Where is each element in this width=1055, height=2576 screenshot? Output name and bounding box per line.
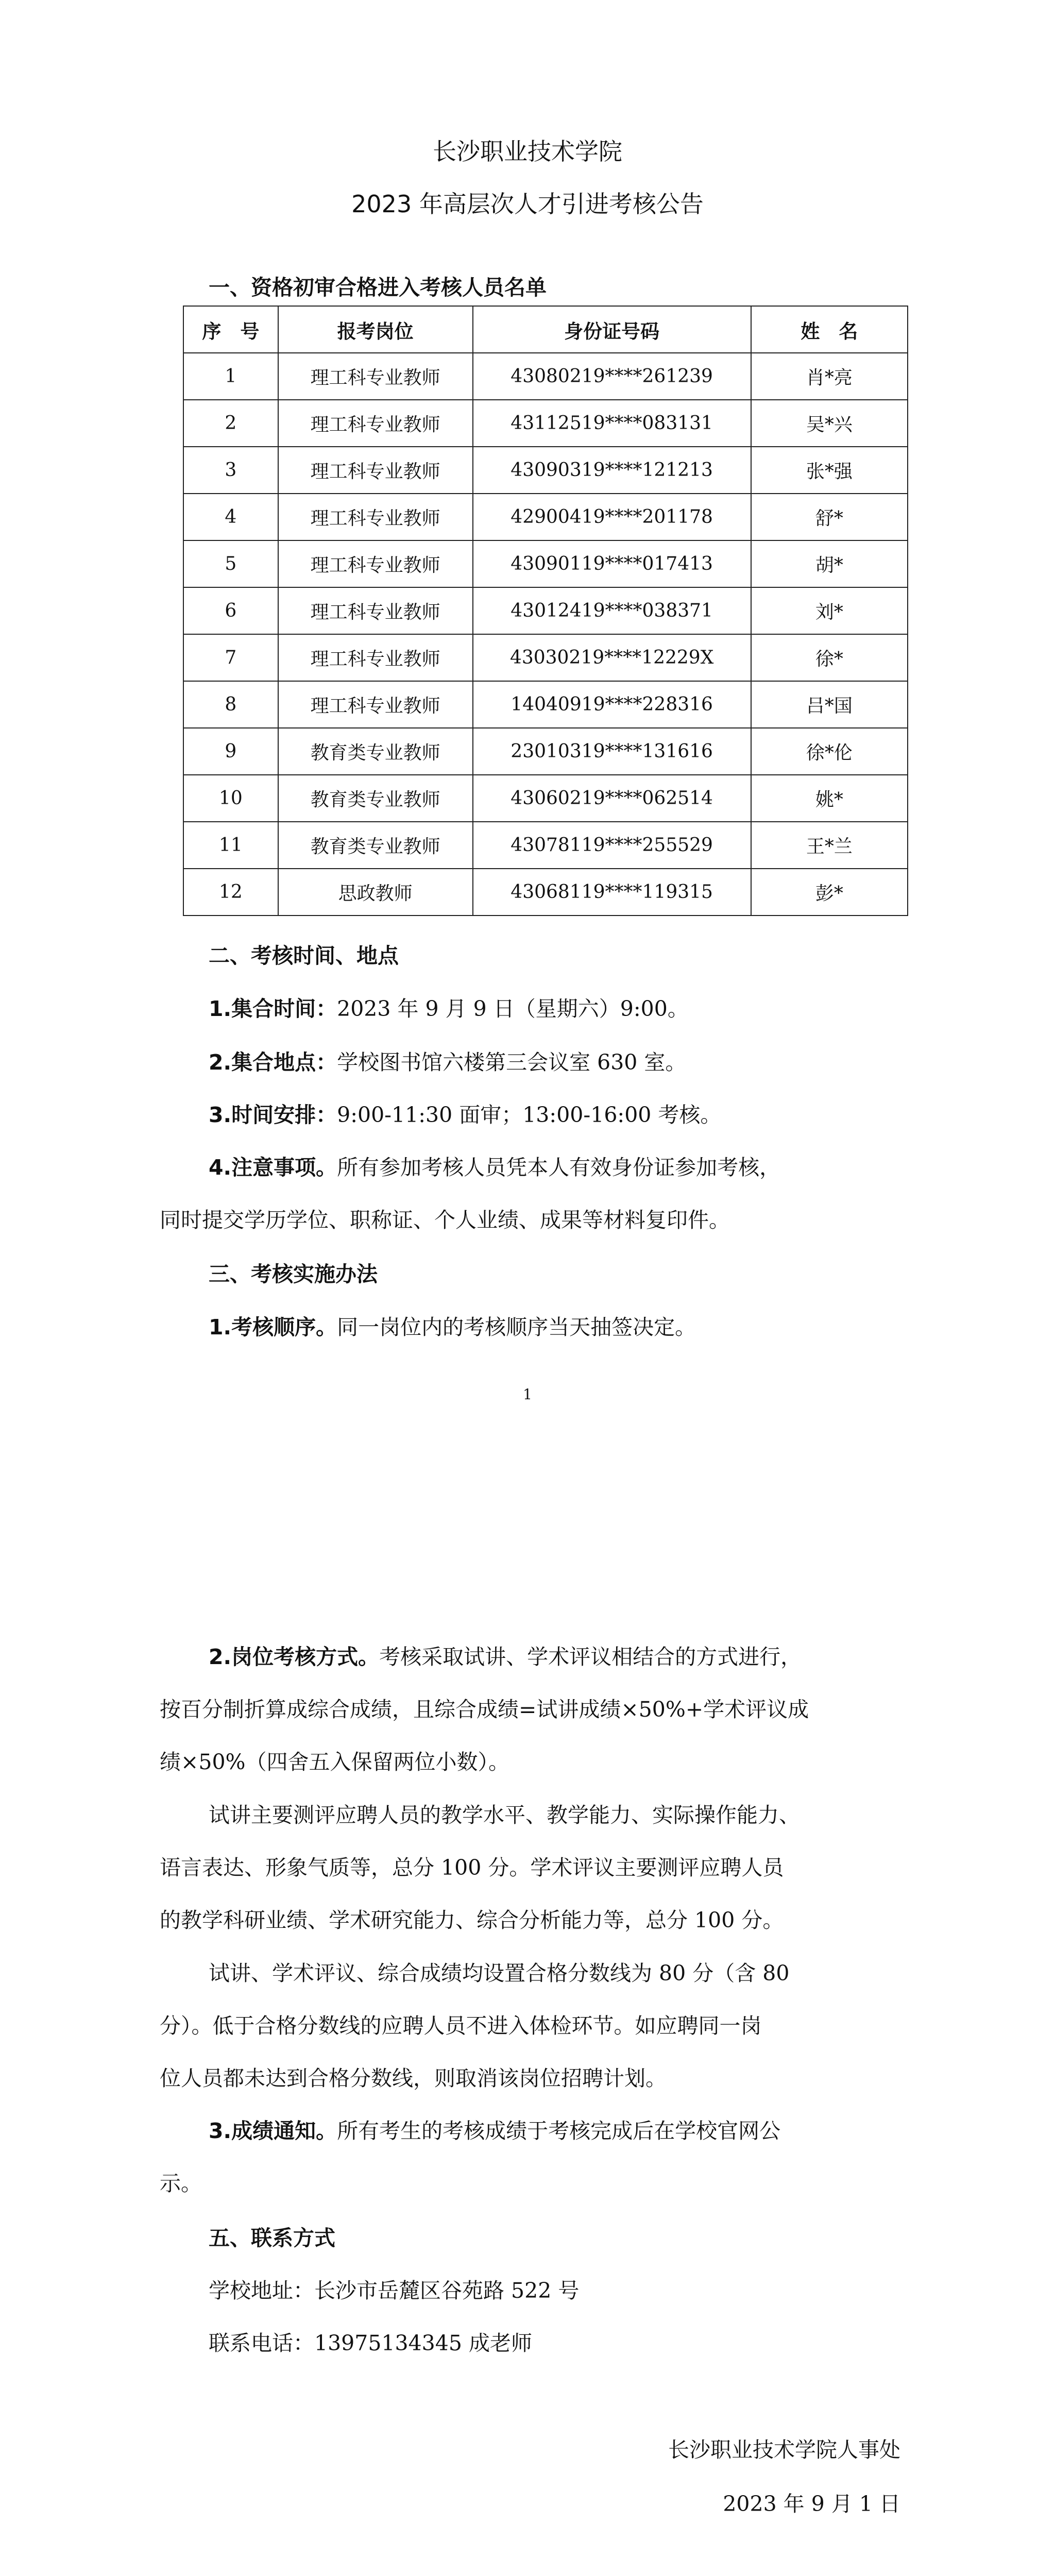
notes-label: 4.注意事项。 (209, 1155, 337, 1180)
cell-seq: 9 (183, 728, 278, 775)
assembly-location (209, 1045, 686, 1076)
cell-seq: 6 (183, 587, 278, 634)
section2-heading: 二、考核时间、地点 (209, 943, 399, 968)
section5-heading: 五、联系方式 (209, 2226, 335, 2250)
assessment-method-line3: 绩×50%（四舍五入保留两位小数）。 (160, 1750, 509, 1774)
cell-name: 刘* (751, 587, 908, 634)
trial-lecture-para-line1: 试讲主要测评应聘人员的教学水平、教学能力、实际操作能力、 (209, 1803, 800, 1827)
cell-name: 张*强 (751, 447, 908, 494)
cell-id-number: 43068119****119315 (473, 869, 751, 916)
cell-id-number: 42900419****201178 (473, 494, 751, 540)
cell-name: 舒* (751, 494, 908, 540)
schedule (209, 1098, 721, 1128)
table-row (183, 634, 908, 681)
table-row (183, 540, 908, 587)
assessment-method-label: 2.岗位考核方式。 (209, 1645, 380, 1669)
table-row (183, 494, 908, 540)
cell-seq: 5 (183, 540, 278, 587)
assembly-location-text: 学校图书馆六楼第三会议室 630 室。 (337, 1050, 687, 1075)
table-row (183, 681, 908, 728)
cell-name: 吴*兴 (751, 400, 908, 447)
document-title: 长沙职业技术学院 (433, 138, 622, 165)
cell-id-number: 43078119****255529 (473, 822, 751, 869)
trial-lecture-para-line3: 的教学科研业绩、学术研究能力、综合分析能力等，总分 100 分。 (160, 1908, 784, 1933)
passing-score-para-line2: 分）。低于合格分数线的应聘人员不进入体检环节。如应聘同一岗 (160, 2013, 762, 2038)
cell-position: 理工科专业教师 (278, 681, 473, 728)
table-row (183, 447, 908, 494)
trial-lecture-para-line2: 语言表达、形象气质等，总分 100 分。学术评议主要测评应聘人员 (160, 1855, 784, 1880)
assessment-order-label: 1.考核顺序。 (209, 1315, 337, 1340)
cell-position: 理工科专业教师 (278, 540, 473, 587)
cell-position: 理工科专业教师 (278, 494, 473, 540)
section1-heading: 一、资格初审合格进入考核人员名单 (209, 275, 547, 300)
notes-text: 所有参加考核人员凭本人有效身份证参加考核， (337, 1155, 781, 1180)
cell-id-number: 43012419****038371 (473, 587, 751, 634)
school-address: 学校地址：长沙市岳麓区谷苑路 522 号 (209, 2278, 580, 2303)
header-name: 姓 名 (751, 306, 908, 353)
cell-id-number: 43090319****121213 (473, 447, 751, 494)
cell-id-number: 23010319****131616 (473, 728, 751, 775)
assessment-method (209, 1640, 802, 1670)
assembly-time-label: 1.集合时间： (209, 996, 337, 1021)
cell-position: 教育类专业教师 (278, 775, 473, 822)
cell-name: 姚* (751, 775, 908, 822)
section3-heading: 三、考核实施办法 (209, 1262, 378, 1286)
header-seq: 序 号 (183, 306, 278, 353)
cell-id-number: 43080219****261239 (473, 353, 751, 400)
table-header-row (183, 306, 908, 353)
result-notice-text: 所有考生的考核成绩于考核完成后在学校官网公 (337, 2119, 781, 2143)
cell-seq: 8 (183, 681, 278, 728)
schedule-label: 3.时间安排： (209, 1103, 337, 1127)
cell-position: 理工科专业教师 (278, 634, 473, 681)
cell-seq: 1 (183, 353, 278, 400)
cell-seq: 3 (183, 447, 278, 494)
cell-name: 吕*国 (751, 681, 908, 728)
cell-seq: 4 (183, 494, 278, 540)
assessment-order (209, 1310, 696, 1341)
header-position: 报考岗位 (278, 306, 473, 353)
passing-score-para-line3: 位人员都未达到合格分数线，则取消该岗位招聘计划。 (160, 2066, 667, 2091)
notes-continuation: 同时提交学历学位、职称证、个人业绩、成果等材料复印件。 (160, 1208, 730, 1232)
table-row (183, 400, 908, 447)
cell-name: 徐*伦 (751, 728, 908, 775)
cell-seq: 10 (183, 775, 278, 822)
cell-id-number: 43090119****017413 (473, 540, 751, 587)
signature-org: 长沙职业技术学院人事处 (668, 2437, 900, 2462)
cell-position: 理工科专业教师 (278, 353, 473, 400)
candidate-table (183, 306, 908, 916)
cell-name: 肖*亮 (751, 353, 908, 400)
result-notice-label: 3.成绩通知。 (209, 2119, 337, 2143)
cell-seq: 2 (183, 400, 278, 447)
table-row (183, 353, 908, 400)
assessment-order-text: 同一岗位内的考核顺序当天抽签决定。 (337, 1315, 696, 1340)
table-row (183, 728, 908, 775)
cell-seq: 11 (183, 822, 278, 869)
cell-position: 教育类专业教师 (278, 728, 473, 775)
schedule-text: 9:00-11:30 面审；13:00-16:00 考核。 (337, 1103, 722, 1127)
cell-id-number: 14040919****228316 (473, 681, 751, 728)
assembly-time (209, 992, 689, 1022)
contact-phone: 联系电话：13975134345 成老师 (209, 2331, 532, 2355)
cell-position: 教育类专业教师 (278, 822, 473, 869)
cell-id-number: 43060219****062514 (473, 775, 751, 822)
document-subtitle: 2023 年高层次人才引进考核公告 (351, 190, 704, 218)
cell-position: 理工科专业教师 (278, 587, 473, 634)
header-id-number: 身份证号码 (473, 306, 751, 353)
page-number-1: 1 (523, 1386, 532, 1403)
cell-name: 彭* (751, 869, 908, 916)
notes (209, 1150, 780, 1181)
cell-position: 理工科专业教师 (278, 400, 473, 447)
cell-name: 徐* (751, 634, 908, 681)
result-notice-continuation: 示。 (160, 2171, 202, 2196)
cell-name: 胡* (751, 540, 908, 587)
table-row (183, 869, 908, 916)
cell-id-number: 43030219****12229X (473, 634, 751, 681)
table-row (183, 822, 908, 869)
cell-position: 理工科专业教师 (278, 447, 473, 494)
assembly-location-label: 2.集合地点： (209, 1050, 337, 1075)
cell-name: 王*兰 (751, 822, 908, 869)
assessment-method-line2: 按百分制折算成综合成绩，且综合成绩=试讲成绩×50%+学术评议成 (160, 1697, 809, 1722)
assembly-time-text: 2023 年 9 月 9 日（星期六）9:00。 (337, 996, 689, 1021)
assessment-method-text: 考核采取试讲、学术评议相结合的方式进行， (379, 1645, 802, 1669)
passing-score-para-line1: 试讲、学术评议、综合成绩均设置合格分数线为 80 分（含 80 (209, 1961, 790, 1986)
cell-id-number: 43112519****083131 (473, 400, 751, 447)
cell-seq: 7 (183, 634, 278, 681)
cell-seq: 12 (183, 869, 278, 916)
table-row (183, 587, 908, 634)
cell-position: 思政教师 (278, 869, 473, 916)
signature-date: 2023 年 9 月 1 日 (723, 2492, 900, 2516)
result-notice (209, 2114, 780, 2144)
table-row (183, 775, 908, 822)
